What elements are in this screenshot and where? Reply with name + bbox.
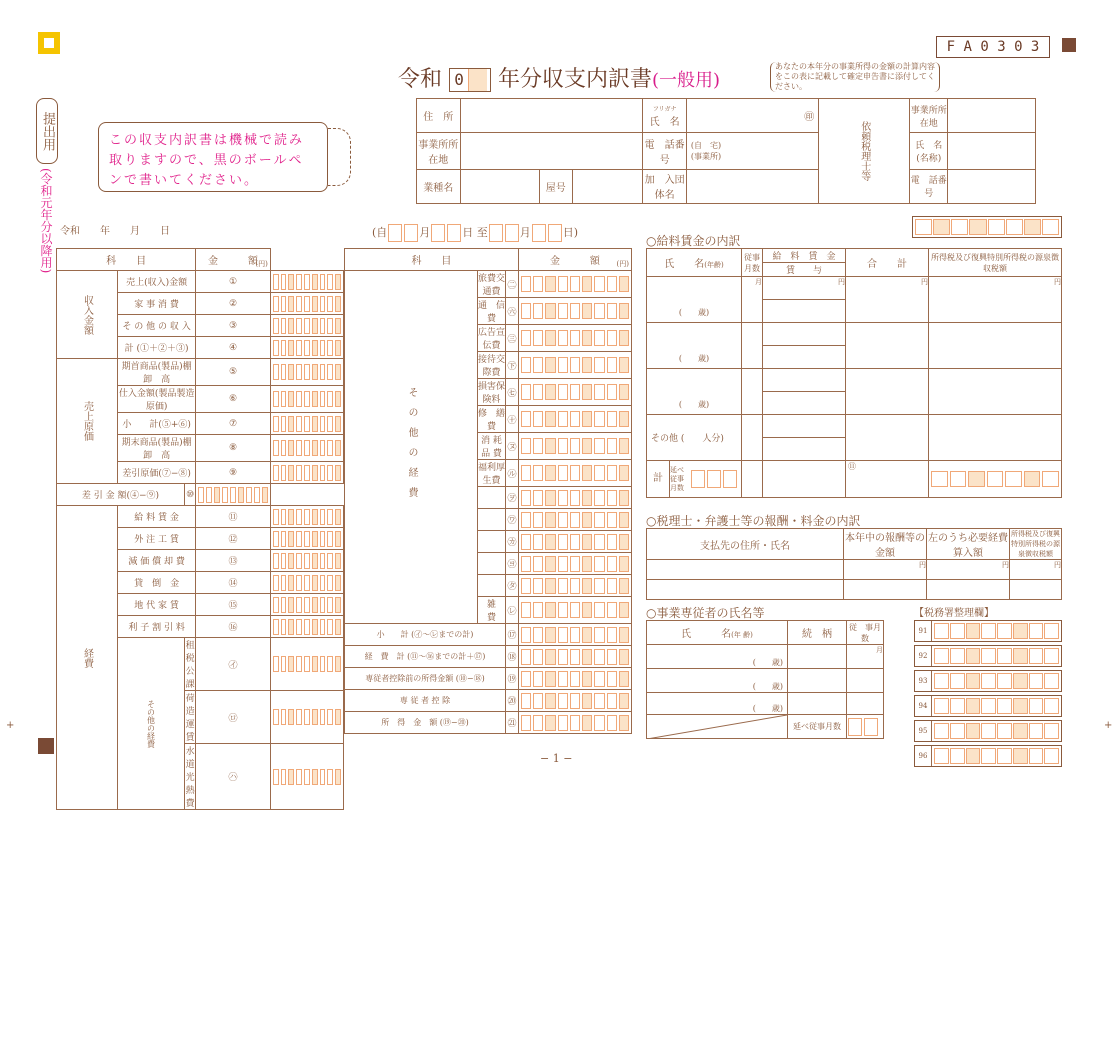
row-label: 通 信 費 — [478, 298, 506, 325]
left-row — [57, 359, 344, 386]
row-number: ㊁ — [506, 271, 519, 298]
row-number: ㋾ — [506, 487, 519, 509]
amount-field[interactable] — [518, 379, 631, 406]
row-number: ⑧ — [196, 435, 271, 462]
denwa-field[interactable]: (自 宅) (事業所) — [686, 133, 818, 169]
row-label: 消 耗 品 費 — [478, 433, 506, 460]
amount-field[interactable] — [518, 352, 631, 379]
row-number: ㋹ — [506, 597, 519, 624]
row-number: ㋩ — [196, 744, 271, 810]
jusho-label: 住 所 — [417, 99, 461, 133]
left-header-kingaku: 金 額 (円) — [196, 249, 271, 271]
registration-mark-top-left — [38, 32, 60, 54]
yago-label: 屋号 — [539, 169, 573, 203]
row-number: ㋕ — [506, 531, 519, 553]
row-number: ⑥ — [196, 386, 271, 413]
left-row — [57, 271, 344, 293]
amount-field[interactable] — [518, 690, 631, 712]
top-right-code-cells[interactable] — [912, 216, 1062, 238]
kyuryo-row[interactable]: ( 歳) 月 円 円 円 — [647, 277, 1062, 323]
row-label — [478, 531, 506, 553]
zeimusho-row[interactable]: 96 — [914, 745, 1062, 767]
row-label: 水道光熱費 — [185, 744, 196, 810]
mid-row — [345, 690, 632, 712]
row-label: 家 事 消 費 — [118, 293, 196, 315]
amount-field[interactable] — [270, 337, 343, 359]
amount-field[interactable] — [270, 744, 343, 810]
row-label: 専従者控除前の所得金額 (⑩−⑱) — [345, 668, 506, 690]
irai-shimei-label: 氏 名(名称) — [910, 133, 948, 169]
row-number: ⑳ — [506, 690, 519, 712]
amount-field[interactable] — [270, 462, 343, 484]
row-label: 期末商品(製品)棚 卸 高 — [118, 435, 196, 462]
notice-dashed — [328, 128, 351, 186]
row-label — [478, 575, 506, 597]
shimei-label: 氏 名 — [649, 116, 680, 128]
row-number: ⑦ — [196, 413, 271, 435]
amount-field[interactable] — [518, 668, 631, 690]
row-number: ⑫ — [196, 528, 271, 550]
amount-field[interactable] — [270, 293, 343, 315]
amount-field[interactable] — [518, 325, 631, 352]
row-number: ㊆ — [506, 379, 519, 406]
kyuryo-table: 氏 名(年齢) 従事月数 給 料 賃 金 賃 与 合 計 所得税及び復興特別所得税の源泉徴収税額 ( 歳) 月 円 円 円 ( 歳) ( 歳) その他 ( 人分) 計 延べ従事月数 ⑪ — [646, 248, 1062, 498]
row-label: 経 費 計 (⑪〜⑯までの計＋⑰) — [345, 646, 506, 668]
row-label: 減 価 償 却 費 — [118, 550, 196, 572]
form-title — [398, 62, 720, 93]
kyuryo-row[interactable]: その他 ( 人分) — [647, 415, 1062, 461]
row-label: 小 計 (㋑〜㋹までの計) — [345, 624, 506, 646]
row-number: ② — [196, 293, 271, 315]
yago-field[interactable] — [573, 169, 643, 203]
row-label: 給 料 賃 金 — [118, 506, 196, 528]
row-label: 差引原価(⑦−⑧) — [118, 462, 196, 484]
gyoshu-field[interactable] — [460, 169, 539, 203]
mid-row — [345, 712, 632, 734]
zeirishi-table: 支払先の住所・氏名 本年中の報酬等の金額 左のうち必要経費算入額 所得税及び復興特別所得税の源泉徴収税額 円 円 円 — [646, 528, 1062, 600]
row-label: 仕入金額(製品製造原価) — [118, 386, 196, 413]
mid-header-kingaku: 金 額 (円) — [518, 249, 631, 271]
kyuryo-row[interactable]: ( 歳) — [647, 369, 1062, 415]
header-table — [416, 98, 1036, 204]
row-number: ⑱ — [506, 646, 519, 668]
zeimusho-grid — [914, 620, 1062, 770]
row-number: ㋑ — [196, 638, 271, 691]
title-main: 年分収支内訳書 — [498, 67, 653, 92]
denwa-label: 電 話番 号 — [643, 133, 687, 169]
irai-denwa-field[interactable] — [948, 169, 1036, 203]
row-number: ⑪ — [196, 506, 271, 528]
row-number: ㋦ — [506, 433, 519, 460]
group-shunyu: 収入金額 — [57, 271, 118, 359]
registration-mark-bottom-left — [38, 738, 54, 754]
row-number: ⑨ — [196, 462, 271, 484]
title-note: あなたの本年分の事業所得の金額の計算内容をこの表に記載して確定申告書に添付してください。 — [770, 62, 940, 92]
amount-field[interactable] — [270, 594, 343, 616]
registration-mark-top-right — [1062, 38, 1076, 52]
row-number: ㉑ — [506, 712, 519, 734]
senju-table: 氏 名(年 齢) 続 柄 従 事月 数 ( 歳) 月 ( 歳) ( 歳) 延べ従事月数 — [646, 620, 884, 739]
row-number: ⑤ — [196, 359, 271, 386]
row-label: そ の 他 の 収 入 — [118, 315, 196, 337]
mid-row — [345, 271, 632, 298]
irai-jigyosho-label: 事業所所在地 — [910, 99, 948, 133]
left-header-kamoku: 科 目 — [57, 249, 196, 271]
row-number: ⑭ — [196, 572, 271, 594]
kanyu-label: 加 入団体名 — [643, 169, 687, 203]
mid-row — [345, 646, 632, 668]
row-label: 差 引 金 額(④−⑨) — [57, 484, 185, 506]
zeimusho-row[interactable]: 92 — [914, 645, 1062, 667]
amount-field[interactable] — [518, 553, 631, 575]
left-row — [57, 506, 344, 528]
row-number: ③ — [196, 315, 271, 337]
title-paren: (一般用) — [652, 70, 721, 91]
row-number: ⑩ — [185, 484, 196, 506]
row-number: ① — [196, 271, 271, 293]
amount-field[interactable] — [518, 531, 631, 553]
row-label: 期首商品(製品)棚 卸 高 — [118, 359, 196, 386]
kyuryo-title: ○給料賃金の内訳 — [646, 234, 741, 248]
amount-field[interactable] — [270, 528, 343, 550]
row-label: 福利厚生費 — [478, 460, 506, 487]
row-label: 広告宣伝費 — [478, 325, 506, 352]
amount-field[interactable] — [518, 575, 631, 597]
left-income-table — [56, 248, 344, 810]
row-number: ㋸ — [506, 460, 519, 487]
title-era: 令和 — [398, 67, 443, 92]
irai-label: 依頼税理士等 — [819, 99, 910, 204]
row-number: ㋻ — [506, 509, 519, 531]
row-number: ⑲ — [506, 668, 519, 690]
crosshair-left: + — [6, 720, 15, 731]
jigyosho-label: 事業所所在地 — [417, 133, 461, 169]
title-year-box[interactable]: 0 — [449, 68, 491, 92]
furigana-label: フリガナ — [652, 105, 677, 113]
row-label: 利 子 割 引 料 — [118, 616, 196, 638]
row-label: 接待交際費 — [478, 352, 506, 379]
row-label: 外 注 工 賃 — [118, 528, 196, 550]
row-label — [478, 509, 506, 531]
row-number: ⑮ — [196, 594, 271, 616]
row-label: 荷 造 運 賃 — [185, 691, 196, 744]
zeimusho-row[interactable]: 91 — [914, 620, 1062, 642]
amount-field[interactable] — [270, 616, 343, 638]
row-number: ㊂ — [506, 325, 519, 352]
notice-box: この収支内訳書は機械で読み取りますので、黒のボールペンで書いてください。 — [98, 122, 328, 192]
seal-mark: ㊞ — [804, 112, 815, 124]
amount-field[interactable] — [518, 597, 631, 624]
shimei-field[interactable] — [686, 99, 818, 133]
row-label: 専 従 者 控 除 — [345, 690, 506, 712]
amount-field[interactable] — [518, 460, 631, 487]
row-number: ⑯ — [196, 616, 271, 638]
row-number: ㊉ — [506, 406, 519, 433]
amount-field[interactable] — [518, 646, 631, 668]
amount-field[interactable] — [518, 712, 631, 734]
zeimusho-row[interactable]: 94 — [914, 695, 1062, 717]
row-number: ⑰ — [506, 624, 519, 646]
left-row — [57, 484, 344, 506]
amount-field[interactable] — [270, 271, 343, 293]
row-label: 所 得 金 額 (⑲−⑳) — [345, 712, 506, 734]
amount-field[interactable] — [196, 484, 271, 506]
amount-field[interactable] — [518, 624, 631, 646]
mid-header-kamoku: 科 目 — [345, 249, 519, 271]
amount-field[interactable] — [518, 298, 631, 325]
amount-field[interactable] — [270, 413, 343, 435]
group-genka: 売上原価 — [57, 359, 118, 484]
row-label: 計 (①＋②＋③) — [118, 337, 196, 359]
jigyosho-field[interactable] — [460, 133, 643, 169]
irai-shimei-field[interactable] — [948, 133, 1036, 169]
row-label: 貸 倒 金 — [118, 572, 196, 594]
group-sonota: その他の経費 — [118, 638, 185, 810]
row-label: 租 税 公 課 — [185, 638, 196, 691]
amount-field[interactable] — [270, 691, 343, 744]
row-number: ④ — [196, 337, 271, 359]
vertical-note: (令和元年分以降用) — [39, 168, 53, 274]
row-number: ㋺ — [196, 691, 271, 744]
row-label — [478, 487, 506, 509]
row-label: 旅費交通費 — [478, 271, 506, 298]
teishutsu-label: 提出用 — [36, 98, 58, 164]
page-number: − 1 − — [540, 752, 573, 765]
jusho-field[interactable] — [460, 99, 643, 133]
mid-row — [345, 624, 632, 646]
date-row: 令和 年 月 日 — [60, 226, 170, 237]
form-code: F A 0 3 0 3 — [936, 36, 1050, 58]
amount-field[interactable] — [270, 386, 343, 413]
row-label: 雑 費 — [478, 597, 506, 624]
amount-field[interactable] — [270, 506, 343, 528]
amount-field[interactable] — [518, 509, 631, 531]
amount-field[interactable] — [270, 572, 343, 594]
irai-denwa-label: 電 話番 号 — [910, 169, 948, 203]
row-label: 地 代 家 賃 — [118, 594, 196, 616]
zeimusho-row[interactable]: 93 — [914, 670, 1062, 692]
mid-expense-table — [344, 248, 632, 734]
row-number: ㋵ — [506, 553, 519, 575]
amount-field[interactable] — [270, 638, 343, 691]
row-label: 修 繕 費 — [478, 406, 506, 433]
amount-field[interactable] — [518, 406, 631, 433]
kanyu-field[interactable] — [686, 169, 818, 203]
amount-field[interactable] — [270, 359, 343, 386]
amount-field[interactable] — [518, 487, 631, 509]
group-sonota-keihi: その他の経費 — [345, 271, 478, 624]
zeimusho-title: 【税務署整理欄】 — [914, 608, 994, 619]
senju-title: ○事業専従者の氏名等 — [646, 606, 765, 620]
amount-field[interactable] — [270, 550, 343, 572]
zeimusho-row[interactable]: 95 — [914, 720, 1062, 742]
crosshair-right: + — [1104, 720, 1113, 731]
row-label — [478, 553, 506, 575]
row-number: ㊦ — [506, 352, 519, 379]
gyoshu-label: 業種名 — [417, 169, 461, 203]
irai-jigyosho-field[interactable] — [948, 99, 1036, 133]
group-keihi: 経費 — [57, 506, 118, 810]
row-number: ㋟ — [506, 575, 519, 597]
amount-field[interactable] — [270, 435, 343, 462]
mid-row — [345, 668, 632, 690]
zeirishi-title: ○税理士・弁護士等の報酬・料金の内訳 — [646, 514, 861, 528]
row-number: ⑬ — [196, 550, 271, 572]
amount-field[interactable] — [518, 271, 631, 298]
period-row[interactable]: (自 月 日 至 月 日) — [372, 224, 578, 242]
amount-field[interactable] — [270, 315, 343, 337]
row-number: ㊅ — [506, 298, 519, 325]
row-label: 小 計(⑤+⑥) — [118, 413, 196, 435]
amount-field[interactable] — [518, 433, 631, 460]
kyuryo-row[interactable]: ( 歳) — [647, 323, 1062, 369]
row-label: 売上(収入)金額 — [118, 271, 196, 293]
row-label: 損害保険料 — [478, 379, 506, 406]
